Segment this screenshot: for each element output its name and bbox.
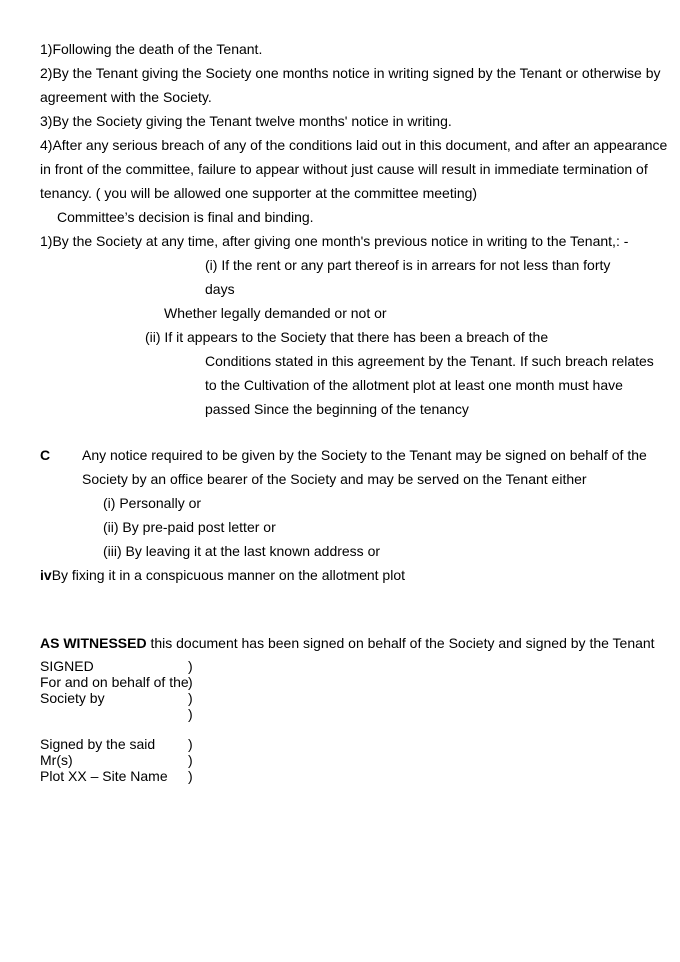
witness-bold: AS WITNESSED: [40, 635, 147, 651]
sub-clause-i-line-1: (i) If the rent or any part thereof is in arrears for not less than forty: [205, 257, 611, 273]
signature-label: Society by: [40, 690, 105, 706]
termination-item-1: 1)Following the death of the Tenant.: [40, 41, 263, 57]
signature-row: [40, 736, 193, 752]
section-c-letter: C: [40, 447, 51, 463]
sub-clause-ii-line-2: Conditions stated in this agreement by the Tenant. If such breach relates: [205, 353, 654, 369]
signature-paren: ): [188, 736, 193, 752]
section-c-item-iv-text: By fixing it in a conspicuous manner on the allotment plot: [51, 567, 405, 583]
section-c-item-ii: (ii) By pre-paid post letter or: [103, 519, 276, 535]
section-c-item-iv-number: iv: [40, 567, 52, 583]
signature-label: Plot XX – Site Name: [40, 768, 168, 784]
signature-row: [40, 674, 193, 690]
section-c-text-line-1: Any notice required to be given by the Society to the Tenant may be signed on behalf of the: [82, 447, 647, 463]
signature-paren: ): [188, 690, 193, 706]
signature-paren: ): [188, 674, 193, 690]
signature-row: [40, 752, 193, 768]
signature-paren: ): [188, 706, 193, 722]
sub-clause-i-line-2: days: [205, 281, 235, 297]
sub-clause-ii-line-4: passed Since the beginning of the tenancy: [205, 401, 469, 417]
whether-demanded: Whether legally demanded or not or: [164, 305, 387, 321]
signature-paren: ): [188, 658, 193, 674]
signature-block-society: [40, 658, 193, 722]
termination-item-4-line-3: tenancy. ( you will be allowed one supporter at the committee meeting): [40, 185, 478, 201]
signature-row: [40, 706, 193, 722]
signature-label: For and on behalf of the: [40, 674, 189, 690]
signature-label: SIGNED: [40, 658, 94, 674]
sub-clause-ii-line-1: (ii) If it appears to the Society that there has been a breach of the: [145, 329, 549, 345]
signature-row: [40, 768, 193, 784]
termination-item-4-line-1: 4)After any serious breach of any of the conditions laid out in this document, and after an appearance: [40, 137, 668, 153]
signature-label: Mr(s): [40, 752, 73, 768]
termination-item-3: 3)By the Society giving the Tenant twelve months' notice in writing.: [40, 113, 452, 129]
section-c-item-i: (i) Personally or: [103, 495, 202, 511]
signature-row: [40, 658, 193, 674]
sub-clause-ii-line-3: to the Cultivation of the allotment plot at least one month must have: [205, 377, 623, 393]
signature-block-tenant: [40, 736, 193, 784]
section-c-item-iv: [40, 566, 405, 584]
termination-item-2-line-1: 2)By the Tenant giving the Society one months notice in writing signed by the Tenant or otherwise by: [40, 65, 661, 81]
signature-paren: ): [188, 768, 193, 784]
society-termination-clause: 1)By the Society at any time, after giving one month's previous notice in writing to the Tenant,: -: [40, 233, 629, 249]
witness-rest: this document has been signed on behalf of the Society and signed by the Tenant: [146, 635, 655, 651]
signature-label: Signed by the said: [40, 736, 156, 752]
signature-paren: ): [188, 752, 193, 768]
termination-item-2-line-2: agreement with the Society.: [40, 89, 212, 105]
committee-decision: Committee’s decision is final and binding.: [57, 209, 314, 225]
signature-row: [40, 690, 193, 706]
section-c-item-iii: (iii) By leaving it at the last known address or: [103, 543, 381, 559]
termination-item-4-line-2: in front of the committee, failure to appear without just cause will result in immediate termination of: [40, 161, 648, 177]
section-c-text-line-2: Society by an office bearer of the Society and may be served on the Tenant either: [82, 471, 587, 487]
witness-statement: [40, 634, 655, 652]
